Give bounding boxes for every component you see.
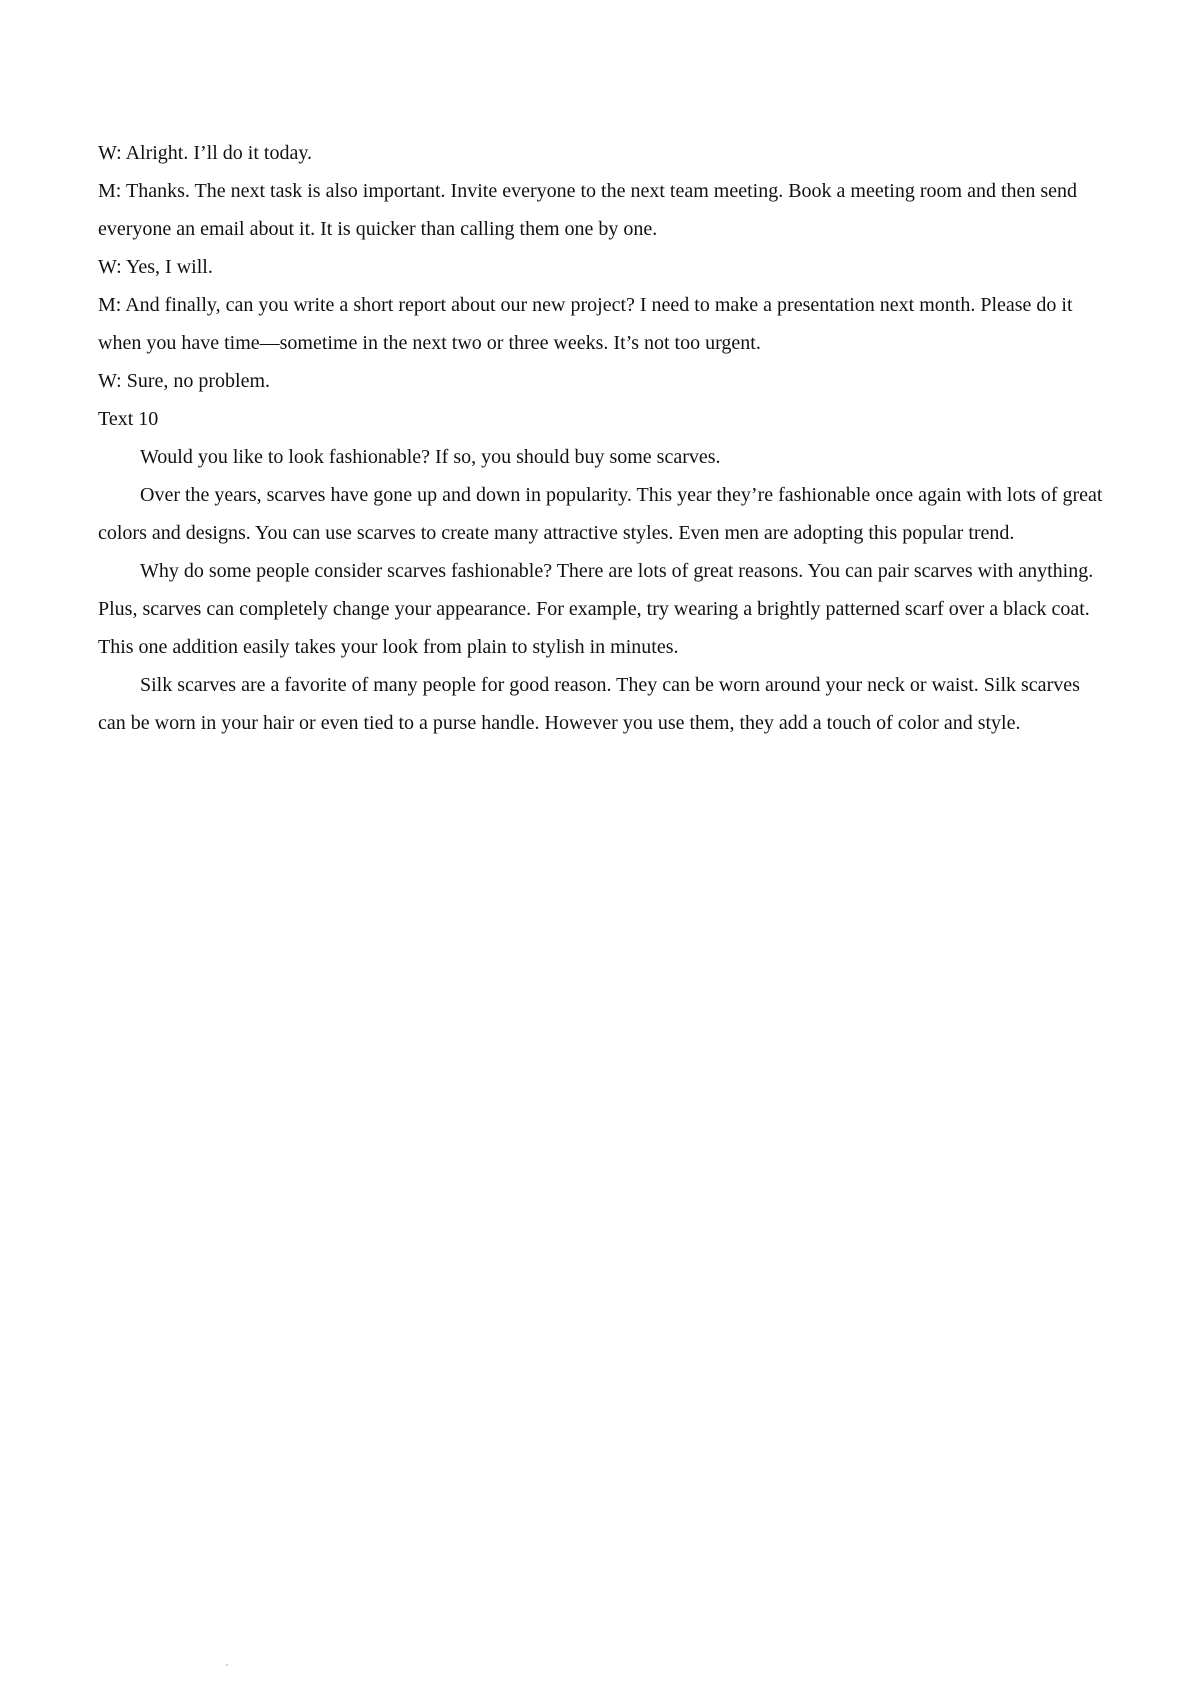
dialogue-line: M: And finally, can you write a short report about our new project? I need to make a presentation next month. Please do it when you have time—sometime in the next two or three weeks. It’s not too urgent.: [98, 294, 1073, 354]
body-paragraph: Would you like to look fashionable? If so, you should buy some scarves.: [140, 446, 721, 468]
dialogue-line: W: Sure, no problem.: [98, 370, 271, 392]
page-speck: [226, 1664, 228, 1666]
body-paragraph: Silk scarves are a favorite of many people for good reason. They can be worn around your neck or waist. Silk scarves can be worn in your hair or even tied to a purse handle. However you use them, they add a touch of color and style.: [98, 674, 1080, 734]
dialogue-line: M: Thanks. The next task is also important. Invite everyone to the next team meeting. Book a meeting room and then send everyone an email about it. It is quicker than calling them one by one.: [98, 180, 1078, 240]
body-paragraph: Over the years, scarves have gone up and down in popularity. This year they’re fashionable once again with lots of great colors and designs. You can use scarves to create many attractive styles. Even men are adopting this popular trend.: [98, 484, 1103, 544]
document-page: [98, 134, 1103, 742]
dialogue-line: W: Alright. I’ll do it today.: [98, 142, 313, 164]
dialogue-line: W: Yes, I will.: [98, 256, 213, 278]
body-paragraph: Why do some people consider scarves fashionable? There are lots of great reasons. You can pair scarves with anything. Plus, scarves can completely change your appearance. For example, try wearing a brightly patterned scarf over a black coat. This one addition easily takes your look from plain to stylish in minutes.: [98, 560, 1094, 658]
section-title: Text 10: [98, 408, 159, 430]
